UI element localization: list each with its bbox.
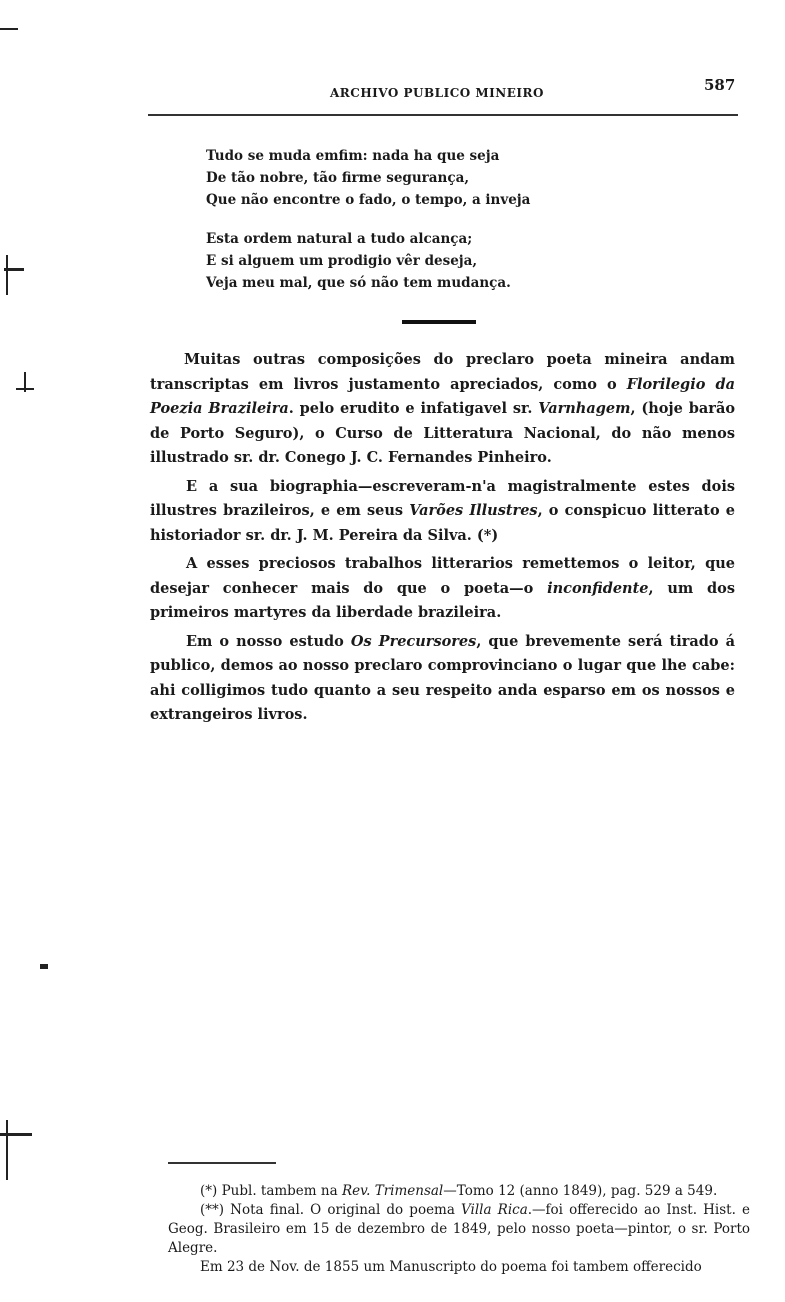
scan-mark — [24, 372, 26, 392]
verse-stanza-2 — [206, 228, 511, 294]
footnote-rule — [168, 1162, 276, 1164]
text-run: .—foi offerecido ao Inst. Hist. e Geog. Brasileiro em 15 de dezembro de 1849, pelo nosso poeta—pintor, o sr. Porto Alegre. — [168, 1202, 750, 1256]
verse-line: De tão nobre, tão firme segurança, — [206, 170, 470, 186]
scan-mark — [40, 964, 48, 969]
text-run: —Tomo 12 (anno 1849), pag. 529 a 549. — [443, 1183, 718, 1199]
scan-mark — [6, 1120, 8, 1180]
paragraph — [150, 630, 735, 728]
scan-mark — [6, 255, 8, 295]
footnote: Em 23 de Nov. de 1855 um Manuscripto do poema foi tambem offerecido — [200, 1259, 702, 1275]
scan-mark — [0, 28, 18, 30]
footnotes — [168, 1182, 750, 1277]
paragraph — [150, 475, 735, 549]
section-divider — [402, 320, 476, 324]
verse-stanza-1 — [206, 145, 530, 211]
text-run: (**) Nota final. O original do poema — [200, 1202, 462, 1218]
scan-mark — [0, 1133, 32, 1136]
body-text — [150, 348, 735, 732]
verse-line: Que não encontre o fado, o tempo, a inveja — [206, 192, 531, 208]
italic-term: inconfidente — [547, 579, 649, 597]
text-run: , (hoje barão de Porto Seguro), o Curso de Litteratura Nacional, do não menos illustrado sr. dr. Conego J. C. Fernandes Pinheiro. — [150, 400, 736, 466]
paragraph — [150, 552, 735, 626]
text-run: E a sua biographia—escreveram-n'a magistralmente estes dois illustres brazileiros, e em seus — [150, 477, 735, 519]
text-run: A esses preciosos trabalhos litterarios remettemos o leitor, que desejar conhecer mais do que o poeta—o — [150, 555, 735, 597]
running-header-title: ARCHIVO PUBLICO MINEIRO — [330, 86, 544, 100]
italic-title: Villa Rica — [461, 1202, 528, 1218]
page-number: 587 — [704, 76, 736, 94]
text-run: , um dos primeiros martyres da liberdade brazileira. — [150, 579, 735, 621]
footnote — [168, 1201, 750, 1258]
text-run: Muitas outras composições do preclaro poeta mineira andam transcriptas em livros justamento apreciados, como o — [150, 351, 735, 393]
paragraph — [150, 348, 735, 471]
verse-line: Esta ordem natural a tudo alcança; — [206, 231, 473, 247]
italic-title: Florilegio da Poezia Brazileira — [150, 375, 735, 417]
italic-title: Os Precursores — [350, 632, 477, 650]
text-run: Em o nosso estudo — [186, 632, 351, 650]
italic-title: Rev. Trimensal — [341, 1183, 444, 1199]
header-rule — [148, 114, 738, 116]
verse-line: Tudo se muda emfim: nada ha que seja — [206, 148, 500, 164]
italic-name: Varnhagem — [538, 400, 631, 417]
text-run: , o conspicuo litterato e historiador sr. dr. J. M. Pereira da Silva. (*) — [150, 502, 736, 544]
text-run: , que brevemente será tirado á publico, demos ao nosso preclaro comprovinciano o lugar que lhe cabe: ahi colligimos tudo quanto a seu respeito anda esparso em os nossos e extrangeiros livros. — [150, 632, 735, 723]
verse-line: Veja meu mal, que só não tem mudança. — [206, 275, 511, 291]
text-run: (*) Publ. tambem na — [200, 1183, 342, 1199]
verse-line: E si alguem um prodigio vêr deseja, — [206, 253, 478, 269]
text-run: . pelo erudito e infatigavel sr. — [288, 400, 539, 417]
italic-title: Varões Illustres — [409, 502, 538, 519]
footnote — [168, 1182, 750, 1201]
